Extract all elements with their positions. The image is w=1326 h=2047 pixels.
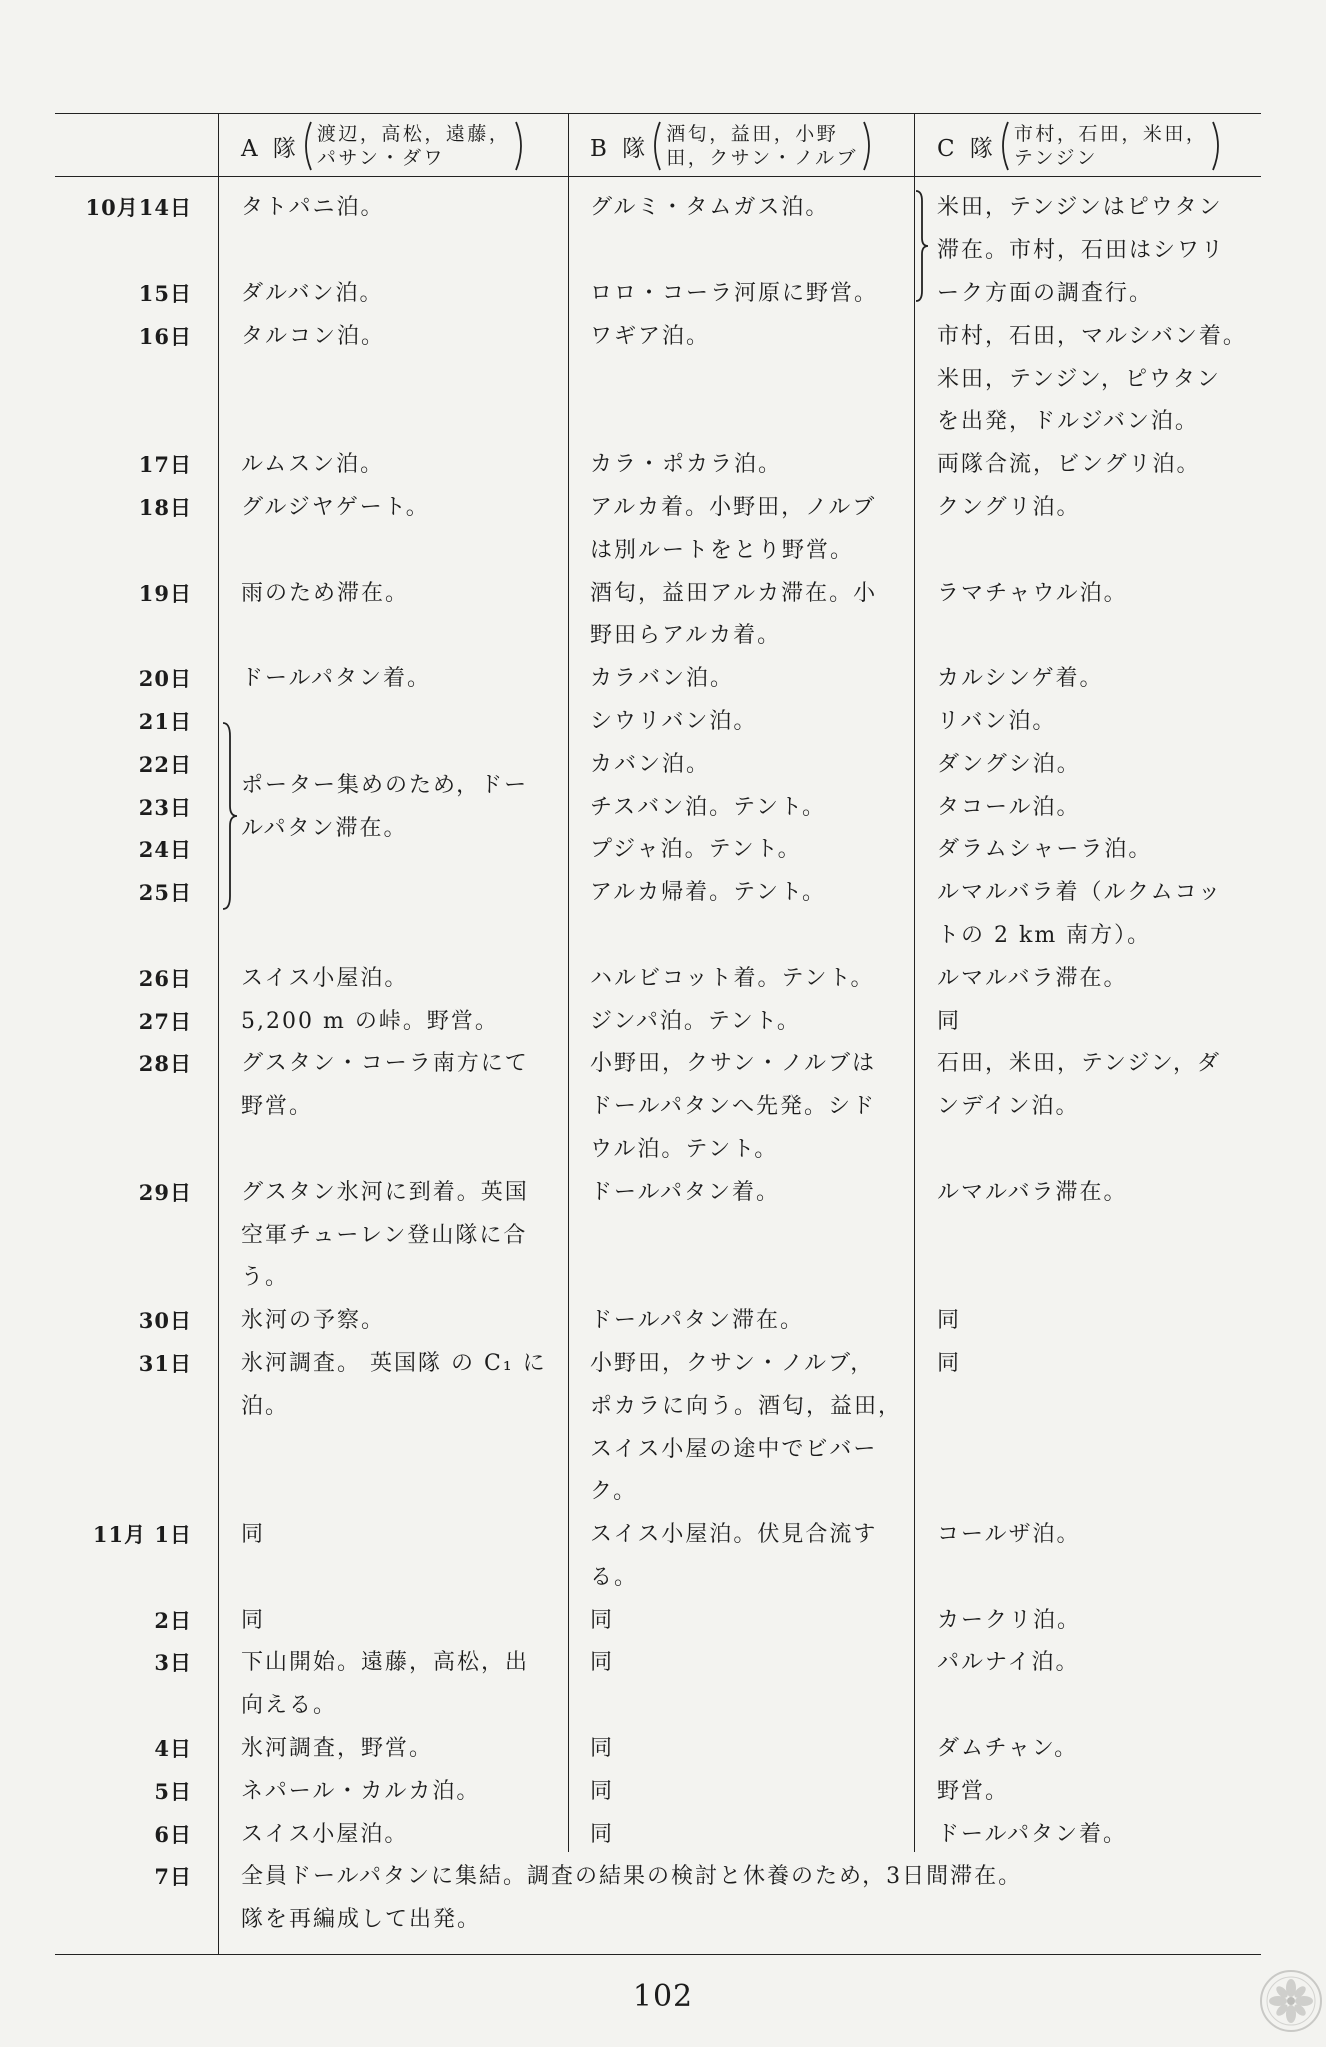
team-b-member-line: 田，クサン・ノルブ xyxy=(666,147,859,169)
team-c-entry: ルマルバラ滞在。 xyxy=(937,965,1128,991)
date-cell: 24日 xyxy=(138,837,192,863)
team-b-entry: 同 xyxy=(590,1821,615,1847)
table-header-rule xyxy=(55,176,1261,177)
team-a-entry: 氷河調査。 英国隊 の C₁ に xyxy=(241,1350,547,1376)
team-c-entry: 市村，石田，マルシバン着。 xyxy=(937,323,1247,349)
team-b-entry: グルミ・タムガス泊。 xyxy=(590,195,830,221)
team-c-member-line: 市村，石田，米田， xyxy=(1013,123,1208,145)
date-cell: 19日 xyxy=(138,580,192,606)
team-a-entry: タトパニ泊。 xyxy=(241,195,385,221)
team-a-entry: スイス小屋泊。 xyxy=(241,965,409,991)
team-c-members xyxy=(1014,122,1208,170)
team-b-entry: ジンパ泊。テント。 xyxy=(590,1008,801,1034)
team-b-entry: 野田らアルカ着。 xyxy=(590,623,782,649)
team-b-entry: 同 xyxy=(590,1778,615,1804)
header-team-b xyxy=(590,118,875,174)
date-cell: 26日 xyxy=(138,965,192,991)
team-a-members xyxy=(317,122,511,170)
team-c-entry: クングリ泊。 xyxy=(937,494,1081,520)
date-cell: 10月14日 xyxy=(85,195,192,221)
team-c-entry: リバン泊。 xyxy=(937,708,1057,734)
team-a-entry: 5,200 m の峠。野営。 xyxy=(241,1008,499,1034)
team-c-entry: トの 2 km 南方）。 xyxy=(937,922,1152,948)
team-b-entry: アルカ帰着。テント。 xyxy=(590,880,827,906)
page-number: 102 xyxy=(632,1979,694,2014)
team-a-entry: 下山開始。遠藤，高松，出 xyxy=(241,1650,530,1676)
team-c-entry: 米田，テンジンはピウタン xyxy=(937,195,1223,221)
team-a-entry: スイス小屋泊。 xyxy=(241,1821,409,1847)
team-a-member-line: 渡辺，高松，遠藤， xyxy=(316,123,511,145)
date-cell: 18日 xyxy=(138,494,192,520)
team-b-members xyxy=(666,122,858,170)
open-paren xyxy=(997,121,1010,171)
team-c-entry: を出発，ドルジバン泊。 xyxy=(937,409,1199,435)
open-paren xyxy=(300,121,313,171)
close-paren xyxy=(514,121,527,171)
team-c-entry: 同 xyxy=(937,1008,962,1034)
team-b-entry: ウル泊。テント。 xyxy=(590,1136,779,1162)
team-b-entry: アルカ着。小野田，ノルブ xyxy=(590,494,877,520)
team-c-entry: カークリ泊。 xyxy=(937,1607,1082,1633)
date-cell: 2日 xyxy=(154,1607,192,1633)
team-a-entry: 向える。 xyxy=(241,1693,338,1719)
date-cell: 22日 xyxy=(138,751,192,777)
team-c-label: C 隊 xyxy=(937,135,997,162)
team-c-entry: 滞在。市村，石田はシワリ xyxy=(937,238,1226,264)
team-c-entry: タコール泊。 xyxy=(937,794,1081,820)
itinerary-table xyxy=(55,187,1261,1942)
team-a-entry: 野営。 xyxy=(241,1094,314,1120)
team-b-entry: スイス小屋泊。伏見合流す xyxy=(590,1522,878,1548)
all-teams-entry: 隊を再編成して出発。 xyxy=(241,1907,482,1933)
team-b-entry: ロロ・コーラ河原に野営。 xyxy=(590,280,879,306)
team-a-entry: 空軍チューレン登山隊に合 xyxy=(241,1222,528,1248)
all-teams-entry: 全員ドールパタンに集結。調査の結果の検討と休養のため，3日間滞在。 xyxy=(241,1864,1023,1890)
team-c-entry: ルマルバラ滞在。 xyxy=(937,1179,1128,1205)
team-b-member-line: 酒匂，益田，小野 xyxy=(666,123,839,145)
library-seal xyxy=(1258,1968,1324,2034)
team-c-entry: 同 xyxy=(937,1308,962,1334)
date-cell: 11月 1日 xyxy=(92,1522,192,1548)
team-b-entry: プジャ泊。テント。 xyxy=(590,837,802,863)
team-c-entry: ンデイン泊。 xyxy=(937,1094,1080,1120)
team-b-entry: ドールパタン着。 xyxy=(590,1179,781,1205)
date-cell: 3日 xyxy=(154,1650,192,1676)
date-cell: 6日 xyxy=(154,1821,192,1847)
team-c-entry: パルナイ泊。 xyxy=(937,1650,1080,1676)
team-a-entry: 氷河調査，野営。 xyxy=(241,1736,434,1762)
team-c-entry: 両隊合流，ビングリ泊。 xyxy=(937,452,1201,478)
date-cell: 5日 xyxy=(154,1778,192,1804)
date-cell: 20日 xyxy=(138,666,192,692)
date-cell: 30日 xyxy=(138,1308,192,1334)
team-a-entry: タルコン泊。 xyxy=(241,323,386,349)
team-c-member-line: テンジン xyxy=(1013,147,1099,169)
date-cell: 28日 xyxy=(138,1051,192,1077)
team-a-entry: 雨のため滞在。 xyxy=(241,580,410,606)
date-cell: 29日 xyxy=(138,1179,192,1205)
team-b-entry: 同 xyxy=(590,1650,615,1676)
team-b-entry: カラ・ポカラ泊。 xyxy=(590,452,783,478)
team-c-entry: 同 xyxy=(937,1350,962,1376)
team-c-entry: 米田，テンジン，ピウタン xyxy=(937,366,1221,392)
team-b-entry: は別ルートをとり野営。 xyxy=(590,537,855,563)
date-cell: 31日 xyxy=(138,1350,192,1376)
team-b-entry: 小野田，クサン・ノルブ， xyxy=(590,1350,875,1376)
close-paren xyxy=(1211,121,1224,171)
date-cell: 16日 xyxy=(138,323,192,349)
team-a-entry: ポーター集めのため，ドー xyxy=(241,772,529,798)
team-b-entry: ドールパタンへ先発。シド xyxy=(590,1094,877,1120)
team-c-entry: 石田，米田，テンジン，ダ xyxy=(937,1051,1222,1077)
team-b-entry: 小野田，クサン・ノルブは xyxy=(590,1051,877,1077)
team-c-entry: カルシンゲ着。 xyxy=(937,666,1104,692)
team-b-entry: シウリバン泊。 xyxy=(590,708,758,734)
team-c-entry: ダラムシャーラ泊。 xyxy=(937,837,1153,863)
team-b-entry: カラバン泊。 xyxy=(590,666,735,692)
team-a-entry: ネパール・カルカ泊。 xyxy=(241,1778,481,1804)
header-team-a xyxy=(241,118,527,174)
team-a-member-line: パサン・ダワ xyxy=(316,147,445,169)
team-a-entry: 泊。 xyxy=(241,1393,290,1419)
table-bottom-rule xyxy=(55,1954,1261,1955)
date-cell: 23日 xyxy=(138,794,192,820)
team-a-entry: グルジヤゲート。 xyxy=(241,494,430,520)
team-c-entry: ドールパタン着。 xyxy=(937,1821,1128,1847)
close-paren xyxy=(862,121,875,171)
team-a-entry: う。 xyxy=(241,1265,290,1291)
team-a-entry: 同 xyxy=(241,1607,266,1633)
date-cell: 15日 xyxy=(138,280,192,306)
team-b-entry: スイス小屋の途中でビバー xyxy=(590,1436,878,1462)
team-a-entry: 同 xyxy=(241,1522,266,1548)
team-b-entry: る。 xyxy=(590,1564,639,1590)
team-b-label: B 隊 xyxy=(590,135,650,162)
team-c-entry: 野営。 xyxy=(937,1778,1010,1804)
date-cell: 21日 xyxy=(138,708,192,734)
team-c-entry: ラマチャウル泊。 xyxy=(937,580,1128,606)
team-c-entry: ーク方面の調査行。 xyxy=(937,280,1154,306)
team-c-entry: ルマルバラ着（ルクムコッ xyxy=(937,880,1223,906)
team-a-label: A 隊 xyxy=(241,135,300,162)
team-c-entry: ダングシ泊。 xyxy=(937,751,1081,777)
date-cell: 17日 xyxy=(138,452,192,478)
team-b-entry: 酒匂，益田アルカ滞在。小 xyxy=(590,580,878,606)
team-a-entry: ダルバン泊。 xyxy=(241,280,384,306)
team-a-entry: グスタン・コーラ南方にて xyxy=(241,1051,529,1077)
team-a-entry: ルパタン滞在。 xyxy=(241,815,408,841)
date-cell: 4日 xyxy=(154,1736,192,1762)
team-a-entry: ドールパタン着。 xyxy=(241,666,432,692)
team-b-entry: 同 xyxy=(590,1607,615,1633)
team-b-entry: カバン泊。 xyxy=(590,751,711,777)
team-a-entry: ルムスン泊。 xyxy=(241,452,385,478)
team-b-entry: ワギア泊。 xyxy=(590,323,711,349)
team-b-entry: チスバン泊。テント。 xyxy=(590,794,827,820)
team-b-entry: ポカラに向う。酒匂，益田， xyxy=(590,1393,903,1419)
team-b-entry: ドールパタン滞在。 xyxy=(590,1308,805,1334)
team-b-entry: ハルビコット着。テント。 xyxy=(590,965,875,991)
date-cell: 27日 xyxy=(138,1008,192,1034)
header-team-c xyxy=(937,118,1224,174)
team-c-entry: コールザ泊。 xyxy=(937,1522,1081,1548)
open-paren xyxy=(649,121,662,171)
team-b-entry: 同 xyxy=(590,1736,615,1762)
team-a-entry: グスタン氷河に到着。英国 xyxy=(241,1179,529,1205)
team-c-entry: ダムチャン。 xyxy=(937,1736,1079,1762)
date-cell: 7日 xyxy=(154,1864,192,1890)
team-b-entry: ク。 xyxy=(590,1479,638,1505)
table-top-rule xyxy=(55,113,1261,114)
team-a-entry: 氷河の予察。 xyxy=(241,1308,386,1334)
date-cell: 25日 xyxy=(138,880,192,906)
